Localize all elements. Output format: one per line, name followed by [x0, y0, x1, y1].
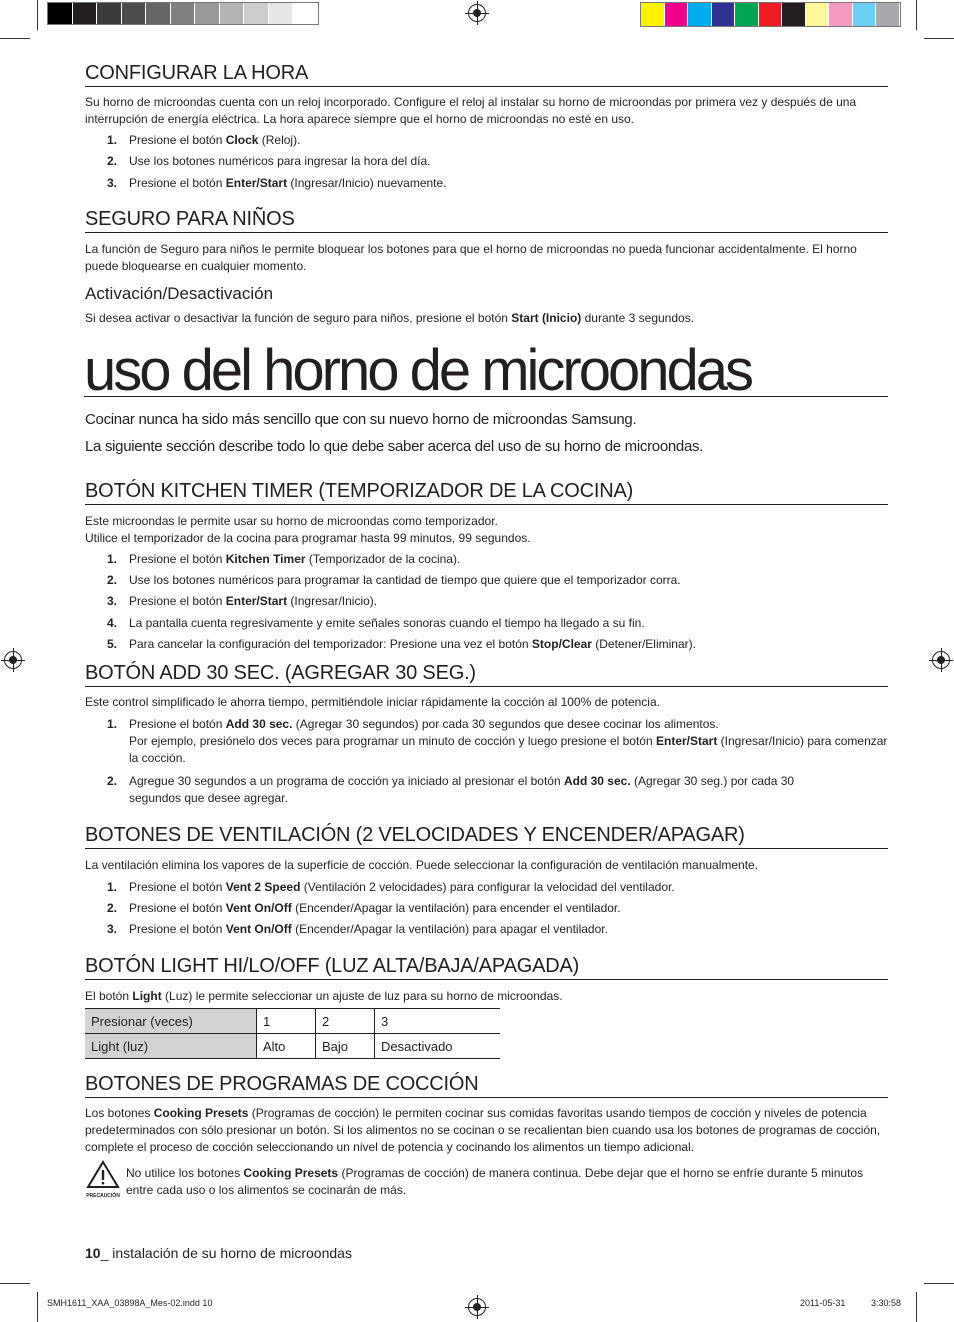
list-item: 2. Presione el botón Vent On/Off (Encender/Apagar la ventilación) para encender el ventilador.	[107, 901, 621, 915]
slug-time: 3:30:58	[871, 1298, 902, 1308]
list-item: 5. Para cancelar la configuración del temporizador: Presione una vez el botón Stop/Clear (Detener/Eliminar).	[107, 637, 696, 651]
subsection-title: Activación/Desactivación	[85, 284, 274, 303]
color-swatch	[876, 3, 900, 26]
table-cell: Desactivado	[375, 1034, 501, 1059]
table-cell: 2	[316, 1009, 375, 1034]
color-swatch	[806, 3, 830, 26]
gray-swatch	[244, 3, 269, 24]
gray-swatch	[122, 3, 147, 24]
crop-mark	[924, 1283, 954, 1284]
crop-mark	[37, 1292, 38, 1322]
table-cell: Light (luz)	[85, 1034, 257, 1059]
gray-swatch	[195, 3, 220, 24]
list-item: 3. Presione el botón Vent On/Off (Encender/Apagar la ventilación) para apagar el ventilador.	[107, 922, 608, 936]
section-title-programas-coccion: BOTONES DE PROGRAMAS DE COCCIÓN	[85, 1073, 888, 1098]
section-title-add-30-sec: BOTÓN ADD 30 SEC. (AGREGAR 30 SEG.)	[85, 662, 888, 687]
crop-mark	[916, 1292, 917, 1322]
gray-swatch	[97, 3, 122, 24]
list-item: 1. Presione el botón Clock (Reloj).	[107, 133, 301, 147]
paragraph: Los botones Cooking Presets (Programas de cocción) le permiten cocinar sus comidas favoritas usando tiempos de cocción y niveles de potencia predeterminados con sólo presionar un botón. Si los alimentos no se cocinan o se recalientan bien cuando usa los botones de programas de cocción, complete el proceso de cocción seleccionando un nivel de potencia y cocinando los alimentos un tiempo adicional.	[85, 1106, 881, 1154]
table-row	[85, 1009, 500, 1034]
chapter-title: uso del horno de microondas	[84, 346, 888, 397]
paragraph: Este control simplificado le ahorra tiempo, permitiéndole iniciar rápidamente la cocción al 100% de potencia.	[85, 695, 660, 709]
color-swatch	[759, 3, 783, 26]
color-swatch	[829, 3, 853, 26]
crop-mark	[924, 38, 954, 39]
grayscale-calibration-bar	[47, 2, 319, 25]
gray-swatch	[73, 3, 98, 24]
table-row	[85, 1034, 500, 1059]
color-swatch	[665, 3, 689, 26]
registration-mark-icon	[468, 4, 486, 22]
light-settings-table	[85, 1008, 500, 1059]
crop-mark	[0, 1283, 30, 1284]
color-swatch	[735, 3, 759, 26]
paragraph: El botón Light (Luz) le permite seleccionar un ajuste de luz para su horno de microondas.	[85, 989, 563, 1003]
section-title-light: BOTÓN LIGHT HI/LO/OFF (LUZ ALTA/BAJA/APAGADA)	[85, 955, 888, 980]
paragraph: La función de Seguro para niños le permite bloquear los botones para que el horno de microondas no pueda funcionar accidentalmente. El horno puede bloquearse en cualquier momento.	[85, 242, 857, 273]
gray-swatch	[269, 3, 294, 24]
section-title-kitchen-timer: BOTÓN KITCHEN TIMER (TEMPORIZADOR DE LA COCINA)	[85, 480, 888, 505]
list-item: 2. Agregue 30 segundos a un programa de cocción ya iniciado al presionar el botón Add 30 sec. (Agregar 30 seg.) por cada 30 segundos que desee agregar.	[107, 774, 795, 805]
caution-label: PRECAUCIÓN	[86, 1193, 120, 1199]
slug-filename: SMH1611_XAA_03898A_Mes-02.indd 10	[47, 1298, 213, 1308]
table-cell: 1	[257, 1009, 316, 1034]
caution-icon	[85, 1160, 121, 1200]
caution-text: No utilice los botones Cooking Presets (Programas de cocción) de manera continua. Debe dejar que el horno se enfríe durante 5 minutos entre cada uso o los alimentos se cocinarán de más.	[126, 1166, 864, 1197]
color-swatch	[782, 3, 806, 26]
slug-date: 2011-05-31	[800, 1298, 846, 1308]
paragraph: Utilice el temporizador de la cocina para programar hasta 99 minutos, 99 segundos.	[85, 531, 531, 545]
page-number: 10	[85, 1245, 101, 1261]
color-swatch	[853, 3, 877, 26]
registration-mark-icon	[468, 1298, 486, 1316]
list-item: 3. Presione el botón Enter/Start (Ingresar/Inicio) nuevamente.	[107, 176, 447, 190]
crop-mark	[0, 38, 30, 39]
section-title-seguro-ninos: SEGURO PARA NIÑOS	[85, 208, 888, 233]
paragraph: La ventilación elimina los vapores de la superficie de cocción. Puede seleccionar la configuración de ventilación manualmente.	[85, 858, 759, 872]
paragraph: Si desea activar o desactivar la función de seguro para niños, presione el botón Start (Inicio) durante 3 segundos.	[85, 311, 695, 325]
chapter-intro: Cocinar nunca ha sido más sencillo que con su nuevo horno de microondas Samsung.	[85, 411, 637, 428]
list-item: 1. Presione el botón Add 30 sec. (Agregar 30 segundos) por cada 30 segundos que desee cocinar los alimentos. Por ejemplo, presiónelo dos veces para programar un minuto de cocción y luego presione el botón Enter/Start (Ingresar/Inicio) para comenzar la cocción.	[107, 717, 888, 765]
section-title-ventilacion: BOTONES DE VENTILACIÓN (2 VELOCIDADES Y ENCENDER/APAGAR)	[85, 824, 888, 849]
color-swatch	[688, 3, 712, 26]
paragraph: Su horno de microondas cuenta con un reloj incorporado. Configure el reloj al instalar su horno de microondas por primera vez y después de una interrupción de energía eléctrica. La hora aparece siempre que el horno de microondas no esté en uso.	[85, 95, 857, 126]
list-item: 3. Presione el botón Enter/Start (Ingresar/Inicio).	[107, 594, 378, 608]
list-item: 4. La pantalla cuenta regresivamente y emite señales sonoras cuando el tiempo ha llegado a su fin.	[107, 616, 645, 630]
registration-mark-icon	[932, 651, 950, 669]
registration-mark-icon	[4, 651, 22, 669]
page-footer: 10_ instalación de su horno de microondas	[85, 1245, 352, 1261]
color-calibration-bar	[640, 2, 901, 27]
gray-swatch	[293, 3, 318, 24]
list-item: 2. Use los botones numéricos para programar la cantidad de tiempo que quiere que el temporizador corra.	[107, 573, 681, 587]
paragraph: Este microondas le permite usar su horno de microondas como temporizador.	[85, 514, 498, 528]
list-item: 1. Presione el botón Vent 2 Speed (Ventilación 2 velocidades) para configurar la velocidad del ventilador.	[107, 880, 675, 894]
gray-swatch	[171, 3, 196, 24]
table-cell: Bajo	[316, 1034, 375, 1059]
gray-swatch	[220, 3, 245, 24]
color-swatch	[641, 3, 665, 26]
list-item: 2. Use los botones numéricos para ingresar la hora del día.	[107, 154, 431, 168]
crop-mark	[37, 0, 38, 30]
section-title-configurar-hora: CONFIGURAR LA HORA	[85, 62, 888, 87]
list-item: 1. Presione el botón Kitchen Timer (Temporizador de la cocina).	[107, 552, 461, 566]
chapter-intro: La siguiente sección describe todo lo que debe saber acerca del uso de su horno de microondas.	[85, 438, 704, 455]
gray-swatch	[146, 3, 171, 24]
color-swatch	[712, 3, 736, 26]
table-cell: 3	[375, 1009, 501, 1034]
table-cell: Alto	[257, 1034, 316, 1059]
gray-swatch	[48, 3, 73, 24]
crop-mark	[916, 0, 917, 30]
table-cell: Presionar (veces)	[85, 1009, 257, 1034]
